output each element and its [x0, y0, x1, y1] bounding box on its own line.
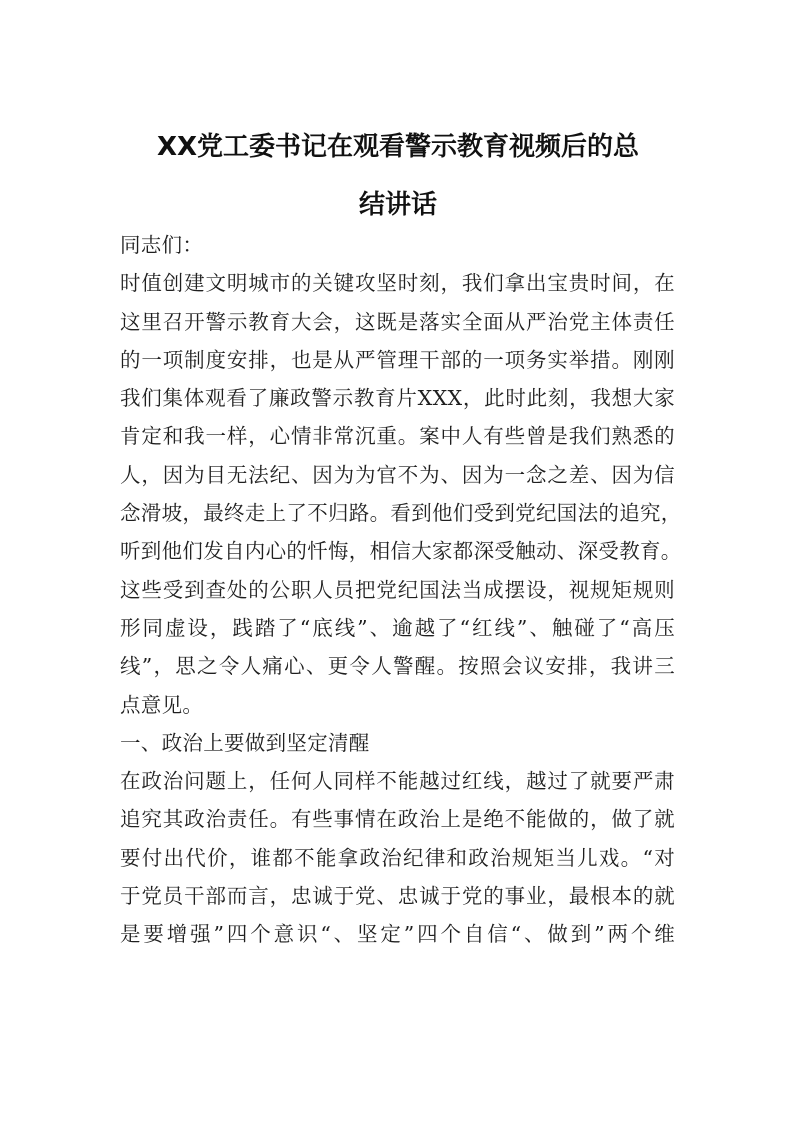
document-body	[120, 226, 682, 954]
text-line: 形同虚设，践踏了“底线”、逾越了“红线”、触碰了“高压	[120, 615, 675, 640]
text-line: 的一项制度安排，也是从严管理干部的一项务实举措。刚刚	[120, 347, 675, 372]
text-line: 同志们：	[120, 233, 204, 257]
text-line: 一、政治上要做到坚定清醒	[120, 730, 370, 755]
text-line: 念滑坡，最终走上了不归路。看到他们受到党纪国法的追究，	[120, 501, 682, 526]
text-line: 线”，思之令人痛心、更令人警醒。按照会议安排，我讲三	[120, 654, 675, 679]
text-line: 这里召开警示教育大会，这既是落实全面从严治党主体责任	[120, 309, 675, 334]
text-line: 人，因为目无法纪、因为为官不为、因为一念之差、因为信	[120, 462, 675, 487]
text-line: 我们集体观看了廉政警示教育片XXX，此时此刻，我想大家	[120, 386, 675, 411]
text-line: 是要增强”四个意识“、坚定”四个自信“、做到”两个维	[120, 922, 675, 947]
text-line: 点意见。	[120, 692, 204, 717]
title-line-1: XX党工委书记在观看警示教育视频后的总	[156, 132, 640, 162]
document-title	[118, 118, 678, 234]
title-line-2: 结讲话	[358, 190, 437, 220]
text-line: 要付出代价，谁都不能拿政治纪律和政治规矩当儿戏。“对	[120, 845, 675, 870]
text-line: 听到他们发自内心的忏悔，相信大家都深受触动、深受教育。	[120, 539, 682, 564]
text-line: 这些受到查处的公职人员把党纪国法当成摆设，视规矩规则	[120, 577, 675, 602]
text-line: 追究其政治责任。有些事情在政治上是绝不能做的，做了就	[120, 807, 675, 832]
text-line: 在政治问题上，任何人同样不能越过红线，越过了就要严肃	[120, 769, 675, 794]
text-line: 肯定和我一样，心情非常沉重。案中人有些曾是我们熟悉的	[120, 424, 675, 449]
text-line: 于党员干部而言，忠诚于党、忠诚于党的事业，最根本的就	[120, 884, 675, 909]
text-line: 时值创建文明城市的关键攻坚时刻，我们拿出宝贵时间，在	[120, 271, 675, 296]
